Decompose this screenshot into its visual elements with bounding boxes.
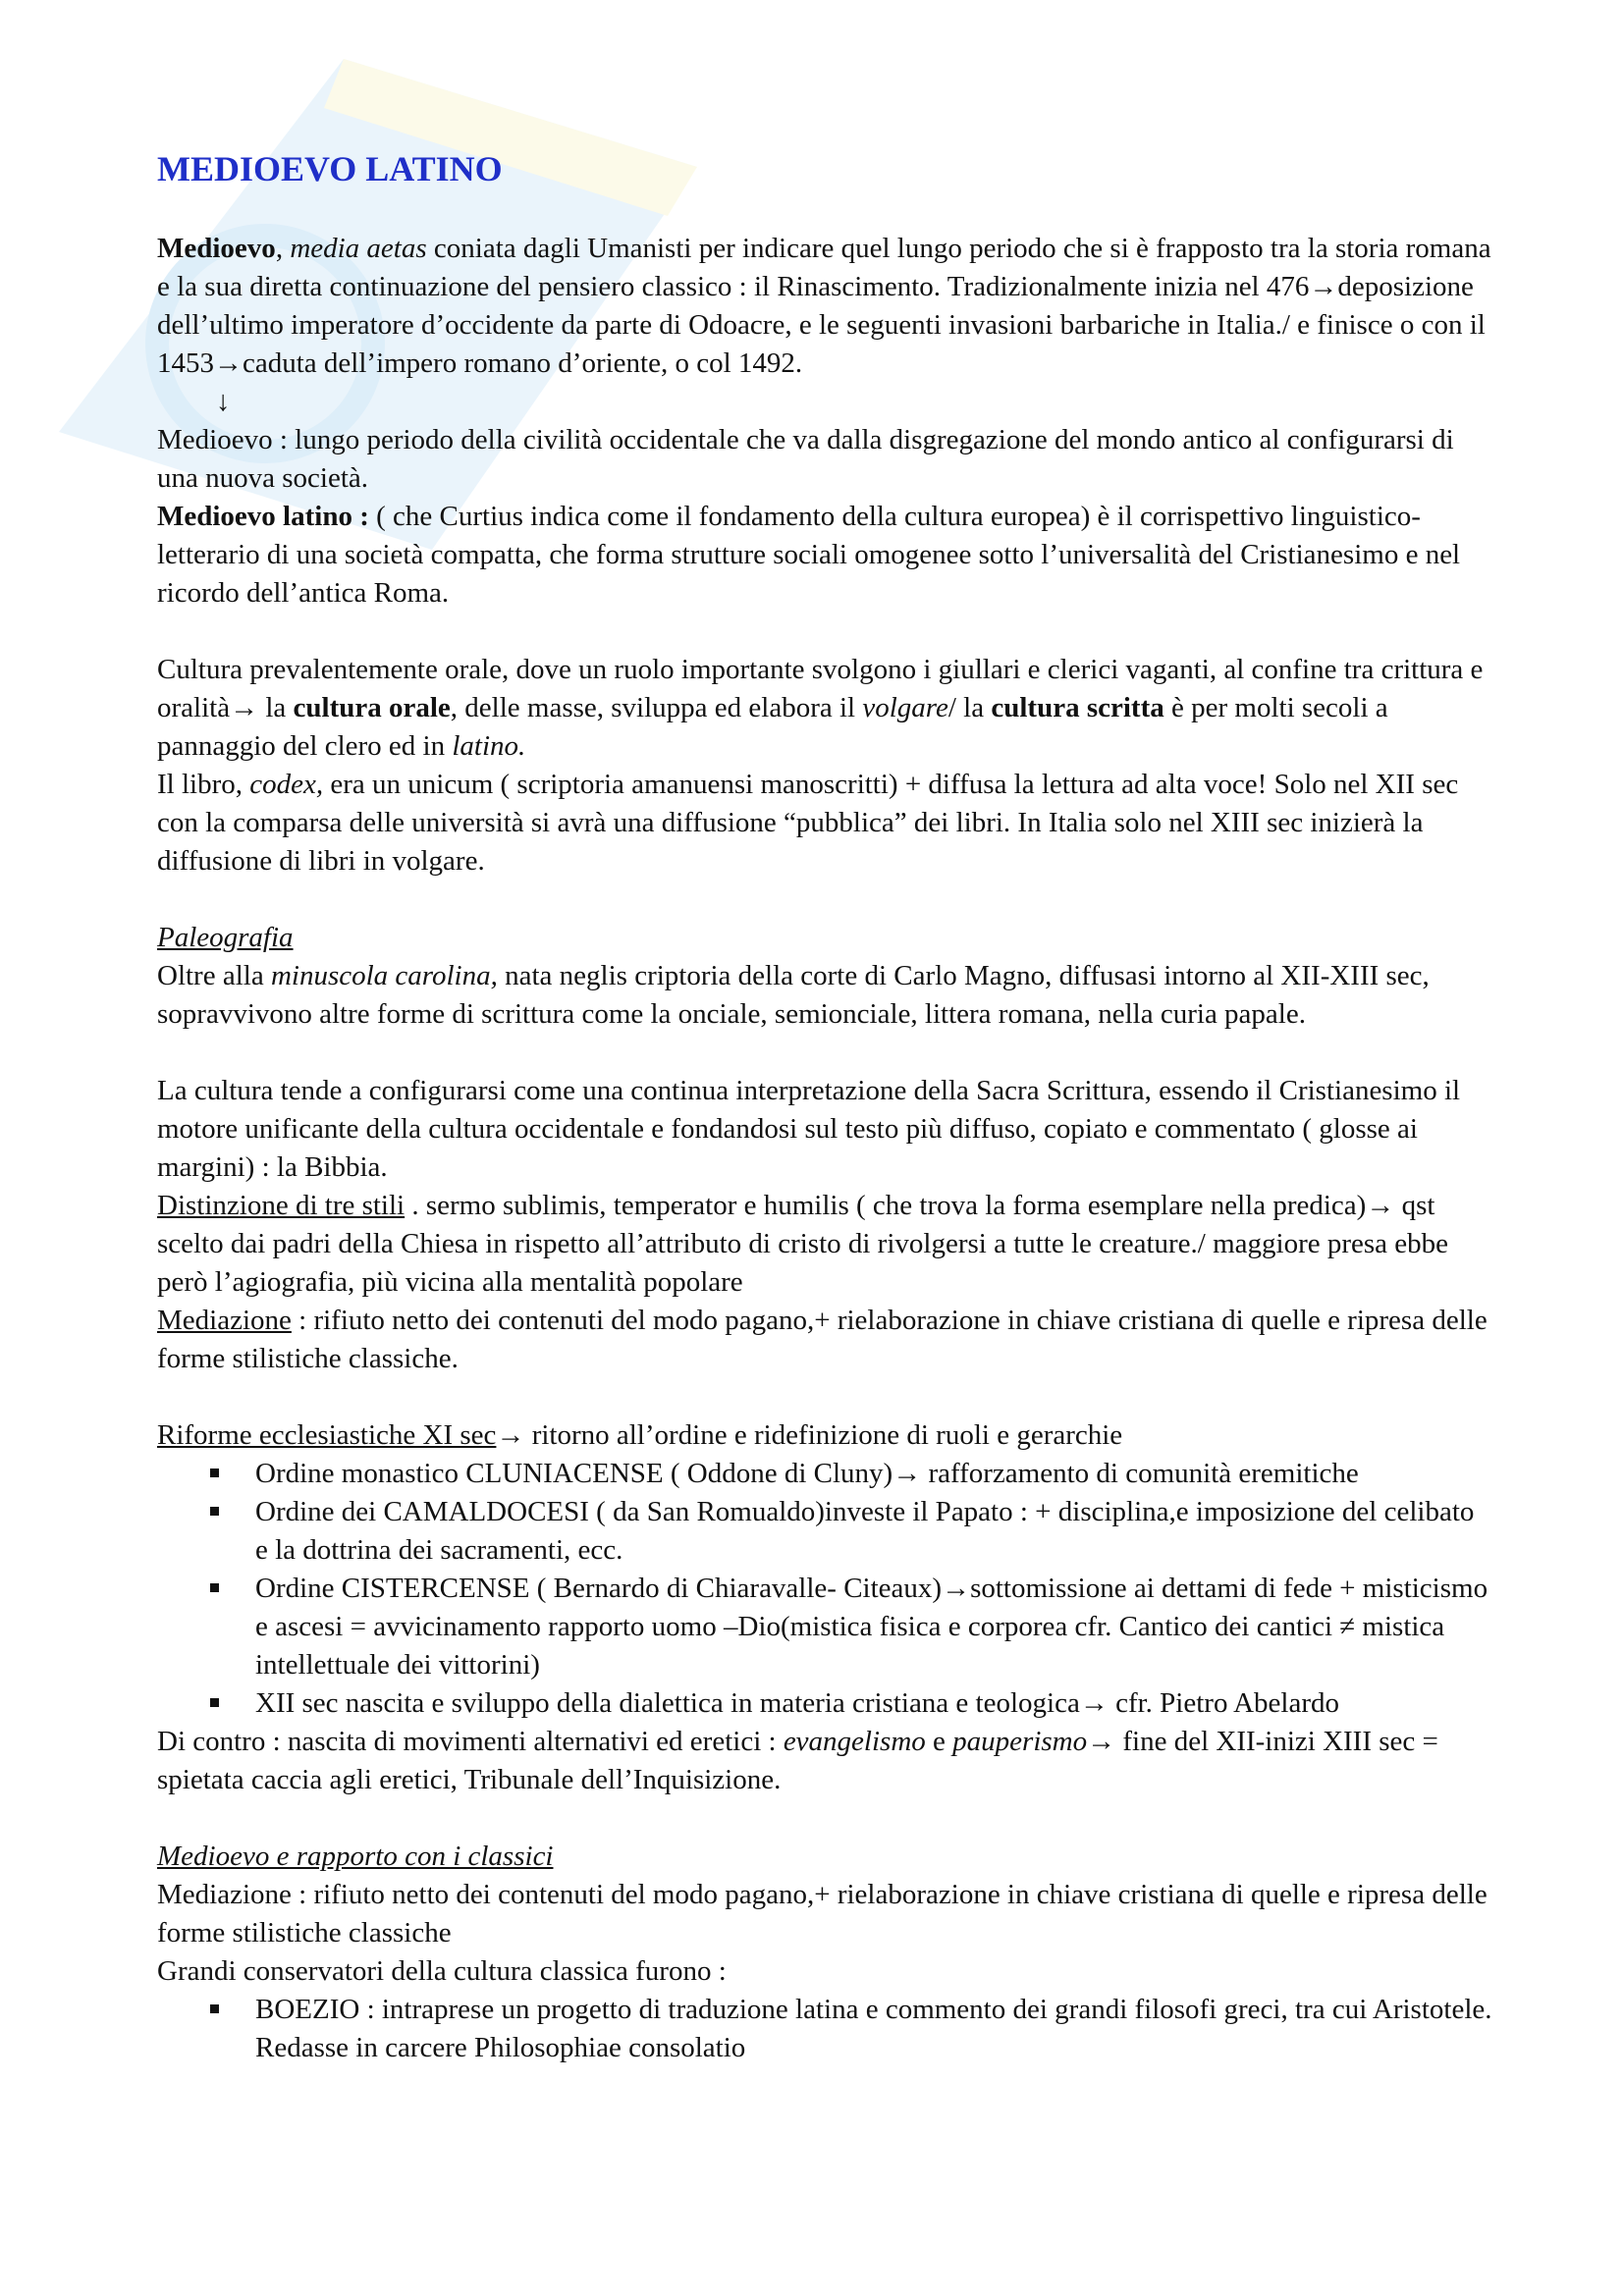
list-item: XII sec nascita e sviluppo della dialettica in materia cristiana e teologica→ cfr. Pietro Abelardo [210,1684,1492,1723]
sacra-scrittura-paragraph: La cultura tende a configurarsi come una continua interpretazione della Sacra Scrittura, essendo il Cristianesimo il motore unificante della cultura occidentale e fondandosi sul testo più diffuso, copiato e commentato ( glosse ai margini) : la Bibbia. [157,1075,1461,1183]
conservatori-list [157,1991,1492,2067]
down-arrow-icon: ↓ [216,386,231,417]
classici-heading: Medioevo e rapporto con i classici [157,1841,554,1872]
mediazione-paragraph: Mediazione : rifiuto netto dei contenuti del modo pagano,+ rielaborazione in chiave cristiana di quelle e ripresa delle forme stilistiche classiche. [157,1305,1488,1374]
riforme-heading: Riforme ecclesiastiche XI sec→ ritorno all’ordine e ridefinizione di ruoli e gerarchie [157,1419,1123,1451]
di-contro-paragraph: Di contro : nascita di movimenti alternativi ed eretici : evangelismo e pauperismo→ fine del XII-inizi XIII sec = spietata caccia agli eretici, Tribunale dell’Inquisizione. [157,1726,1438,1795]
classici-mediazione-paragraph: Mediazione : rifiuto netto dei contenuti del modo pagano,+ rielaborazione in chiave cristiana di quelle e ripresa delle forme stilistiche classiche [157,1879,1488,1949]
intro-paragraph: Medioevo, media aetas coniata dagli Umanisti per indicare quel lungo periodo che si è frapposto tra la storia romana e la sua diretta continuazione del pensiero classico : il Rinascimento. Tradizionalmente inizia nel 476→deposizione dell’ultimo imperatore d’occidente da parte di Odoacre, e le seguenti invasioni barbariche in Italia./ e finisce o con il 1453→caduta dell’impero romano d’oriente, o col 1492. [157,233,1491,379]
libro-paragraph: Il libro, codex, era un unicum ( scriptoria amanuensi manoscritti) + diffusa la lettura ad alta voce! Solo nel XII sec con la comparsa delle università si avrà una diffusione “pubblica” dei libri. In Italia solo nel XIII sec inizierà la diffusione di libri in volgare. [157,769,1459,877]
medioevo-latino-paragraph: Medioevo latino : ( che Curtius indica come il fondamento della cultura europea) è il corrispettivo linguistico-letterario di una società compatta, che forma strutture sociali omogenee sotto l’universalità del Cristianesimo e nel ricordo dell’antica Roma. [157,501,1461,609]
paleografia-heading: Paleografia [157,922,294,953]
list-item: Ordine monastico CLUNIACENSE ( Oddone di Cluny)→ rafforzamento di comunità eremitiche [210,1455,1492,1493]
paleografia-paragraph: Oltre alla minuscola carolina, nata neglis criptoria della corte di Carlo Magno, diffusasi intorno al XII-XIII sec, sopravvivono altre forme di scrittura come la onciale, semionciale, littera romana, nella curia papale. [157,960,1430,1030]
list-item: BOEZIO : intraprese un progetto di traduzione latina e commento dei grandi filosofi greci, tra cui Aristotele. Redasse in carcere Philosophiae consolatio [210,1991,1492,2067]
definition-paragraph: Medioevo : lungo periodo della civilità occidentale che va dalla disgregazione del mondo antico al configurarsi di una nuova società. [157,424,1454,494]
document-page [157,147,1492,2067]
stili-paragraph: Distinzione di tre stili . sermo sublimis, temperator e humilis ( che trova la forma esemplare nella predica)→ qst scelto dai padri della Chiesa in rispetto all’attributo di cristo di rivolgersi a tutte le creature./ maggiore presa ebbe però l’agiografia, più vicina alla mentalità popolare [157,1190,1449,1298]
page-title: MEDIOEVO LATINO [157,149,503,188]
conservatori-paragraph: Grandi conservatori della cultura classica furono : [157,1955,727,1987]
riforme-list [157,1455,1492,1723]
cultura-paragraph: Cultura prevalentemente orale, dove un ruolo importante svolgono i giullari e clerici vaganti, al confine tra crittura e oralità→ la cultura orale, delle masse, sviluppa ed elabora il volgare/ la cultura scritta è per molti secoli a pannaggio del clero ed in latino. [157,654,1484,762]
list-item: Ordine dei CAMALDOCESI ( da San Romualdo)investe il Papato : + disciplina,e imposizione del celibato e la dottrina dei sacramenti, ecc. [210,1493,1492,1570]
list-item: Ordine CISTERCENSE ( Bernardo di Chiaravalle- Citeaux)→sottomissione ai dettami di fede + misticismo e ascesi = avvicinamento rapporto uomo –Dio(mistica fisica e corporea cfr. Cantico dei cantici ≠ mistica intellettuale dei vittorini) [210,1570,1492,1684]
